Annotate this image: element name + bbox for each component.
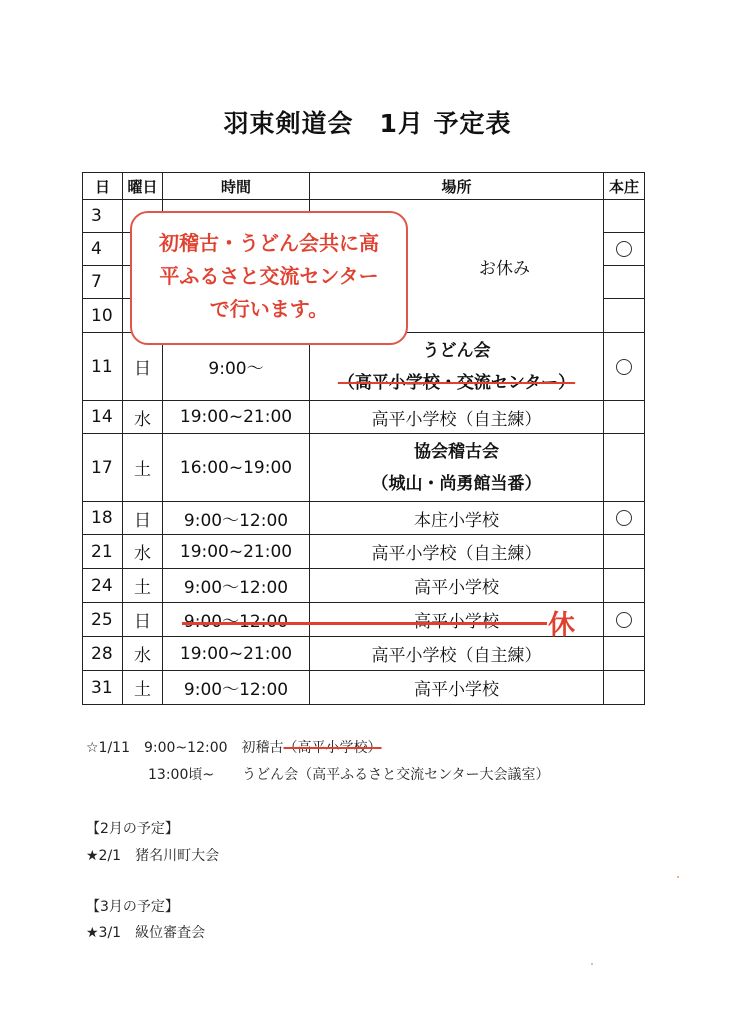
cell-honjo bbox=[604, 333, 645, 401]
header-weekday: 曜日 bbox=[123, 173, 163, 200]
cell-weekday: 日 bbox=[123, 603, 163, 637]
cell-honjo bbox=[604, 502, 645, 535]
event-name: うどん会 bbox=[422, 340, 491, 361]
cell-time: 19:00~21:00 bbox=[163, 535, 310, 569]
cell-day: 28 bbox=[83, 637, 123, 671]
circle-mark bbox=[616, 359, 632, 375]
cell-time: 9:00～ bbox=[163, 333, 310, 401]
cell-honjo bbox=[604, 603, 645, 637]
cell-honjo bbox=[604, 671, 645, 705]
feb-item: ★2/1 猪名川町大会 bbox=[86, 848, 220, 864]
table-row bbox=[83, 401, 645, 434]
cell-day: 17 bbox=[83, 434, 123, 502]
header-day: 日 bbox=[83, 173, 123, 200]
cell-weekday: 土 bbox=[123, 434, 163, 502]
cell-place: 高平小学校（自主練） bbox=[310, 401, 604, 434]
event-location-struck: （高平小学校・交流センター） bbox=[337, 372, 576, 393]
cell-honjo bbox=[604, 637, 645, 671]
cell-weekday: 水 bbox=[123, 535, 163, 569]
note-first-practice bbox=[86, 737, 382, 757]
cell-honjo bbox=[604, 401, 645, 434]
circle-mark bbox=[616, 612, 632, 628]
cell-time: 9:00～12:00 bbox=[163, 502, 310, 535]
note-struck-location: （高平小学校） bbox=[283, 740, 382, 756]
table-row bbox=[83, 569, 645, 603]
holiday-text: お休み bbox=[479, 258, 530, 279]
cell-place: 高平小学校 bbox=[310, 569, 604, 603]
feb-header: 【2月の予定】 bbox=[86, 821, 179, 837]
stray-mark bbox=[591, 963, 593, 965]
note-udon: 13:00頃~ うどん会（高平ふるさと交流センター大会議室） bbox=[148, 767, 550, 783]
cell-weekday: 水 bbox=[123, 637, 163, 671]
cell-place bbox=[310, 434, 604, 502]
header-time: 時間 bbox=[163, 173, 310, 200]
cell-honjo bbox=[604, 200, 645, 233]
mar-item: ★3/1 級位審査会 bbox=[86, 925, 206, 941]
cell-day: 31 bbox=[83, 671, 123, 705]
cell-weekday: 水 bbox=[123, 401, 163, 434]
cell-time: 9:00～12:00 bbox=[163, 671, 310, 705]
cell-day: 7 bbox=[83, 266, 123, 299]
page-title: 羽束剣道会 1月 予定表 bbox=[223, 109, 512, 138]
cell-day: 24 bbox=[83, 569, 123, 603]
cell-day: 25 bbox=[83, 603, 123, 637]
cell-place: 高平小学校（自主練） bbox=[310, 637, 604, 671]
table-header-row bbox=[83, 173, 645, 200]
cell-honjo bbox=[604, 434, 645, 502]
stray-mark bbox=[677, 876, 679, 878]
cell-honjo bbox=[604, 233, 645, 266]
cell-time: 19:00~21:00 bbox=[163, 401, 310, 434]
event-location: （城山・尚勇館当番） bbox=[371, 473, 542, 494]
circle-mark bbox=[616, 241, 632, 257]
cancel-strike-line bbox=[182, 622, 547, 625]
cell-honjo bbox=[604, 569, 645, 603]
table-row bbox=[83, 535, 645, 569]
cell-day: 10 bbox=[83, 299, 123, 333]
cell-time: 9:00～12:00 bbox=[163, 569, 310, 603]
notice-callout bbox=[130, 211, 408, 345]
cell-honjo bbox=[604, 299, 645, 333]
cell-honjo bbox=[604, 535, 645, 569]
note-first-practice-text: ☆1/11 9:00~12:00 初稽古 bbox=[86, 740, 284, 756]
cell-weekday: 日 bbox=[123, 333, 163, 401]
cell-time: 16:00~19:00 bbox=[163, 434, 310, 502]
cell-day: 21 bbox=[83, 535, 123, 569]
cell-weekday: 土 bbox=[123, 569, 163, 603]
cell-place: 本庄小学校 bbox=[310, 502, 604, 535]
table-row bbox=[83, 502, 645, 535]
cell-place: 高平小学校（自主練） bbox=[310, 535, 604, 569]
header-honjo: 本庄 bbox=[604, 173, 645, 200]
event-name: 協会稽古会 bbox=[414, 441, 499, 462]
table-row bbox=[83, 434, 645, 502]
cell-weekday: 日 bbox=[123, 502, 163, 535]
circle-mark bbox=[616, 510, 632, 526]
cell-time bbox=[163, 603, 310, 637]
cell-day: 3 bbox=[83, 200, 123, 233]
notice-line-2: 平ふるさと交流センター bbox=[159, 264, 379, 288]
cell-day: 18 bbox=[83, 502, 123, 535]
cell-place: 高平小学校 bbox=[310, 671, 604, 705]
header-place: 場所 bbox=[310, 173, 604, 200]
cell-time: 19:00~21:00 bbox=[163, 637, 310, 671]
cancel-mark: 休 bbox=[548, 610, 575, 641]
table-row bbox=[83, 671, 645, 705]
cell-day: 4 bbox=[83, 233, 123, 266]
cell-day: 11 bbox=[83, 333, 123, 401]
mar-header: 【3月の予定】 bbox=[86, 899, 179, 915]
cell-honjo bbox=[604, 266, 645, 299]
notice-line-3: で行います。 bbox=[209, 297, 329, 321]
cell-weekday: 土 bbox=[123, 671, 163, 705]
cell-day: 14 bbox=[83, 401, 123, 434]
notice-line-1: 初稽古・うどん会共に高 bbox=[159, 231, 379, 255]
